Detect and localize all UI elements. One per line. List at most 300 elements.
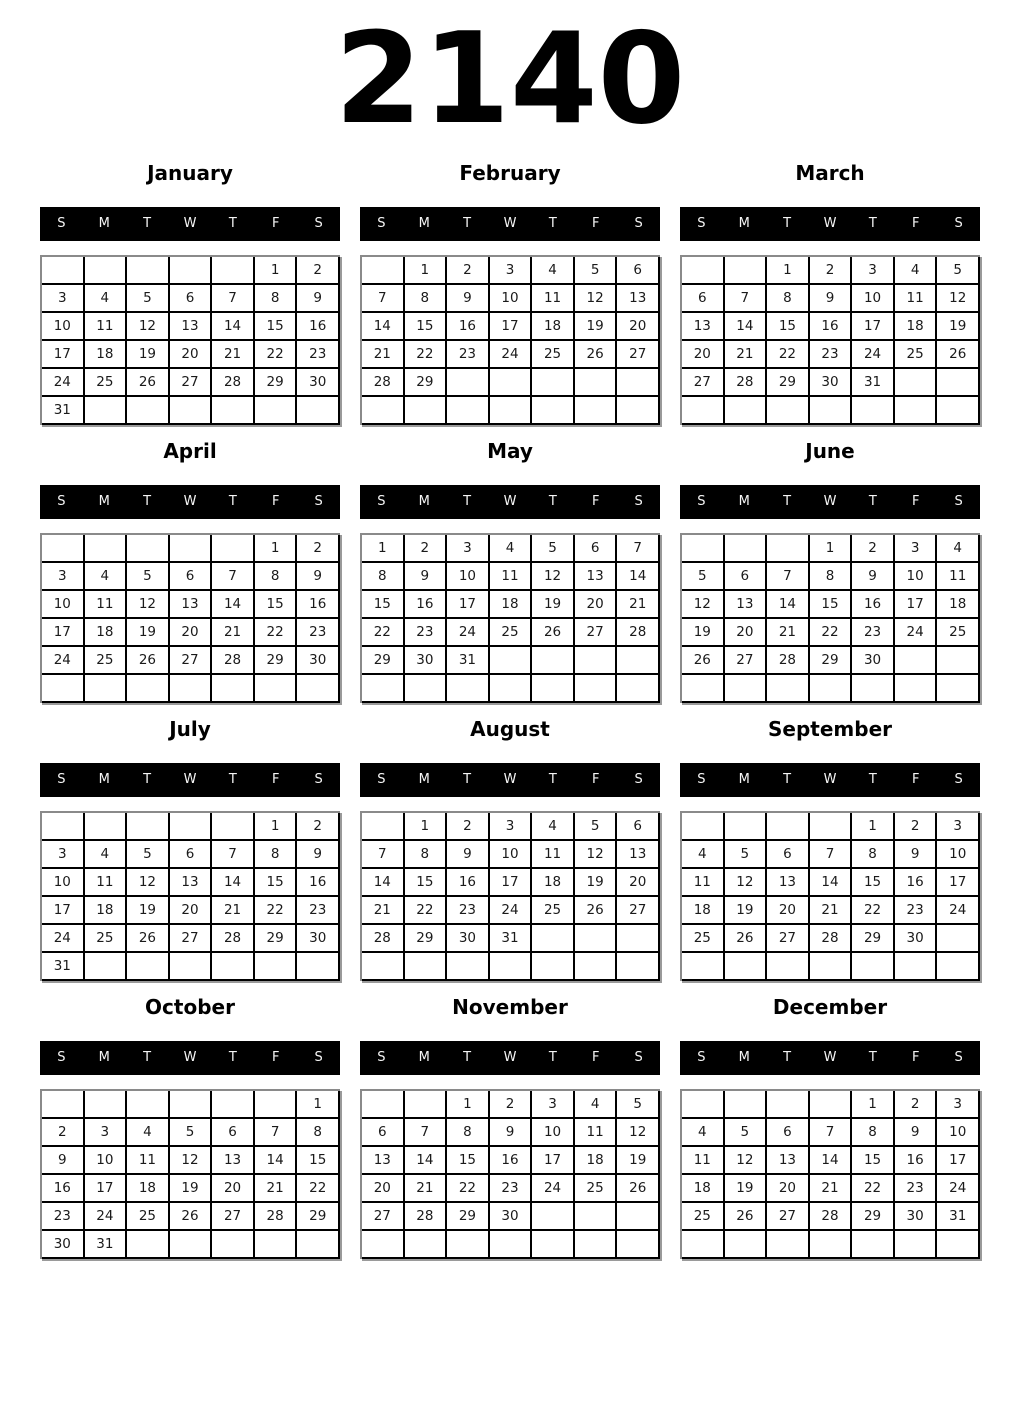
empty-day-cell	[405, 1091, 446, 1117]
empty-day-cell	[575, 397, 616, 423]
day-cell: 7	[212, 563, 253, 589]
weekday-label: F	[591, 1050, 600, 1065]
weekday-header	[40, 1041, 340, 1075]
day-cell: 16	[852, 591, 893, 617]
day-cell: 6	[767, 841, 808, 867]
day-cell: 10	[447, 563, 488, 589]
weekday-label: W	[823, 772, 837, 787]
empty-day-cell	[937, 953, 978, 979]
empty-day-cell	[725, 397, 766, 423]
day-cell: 22	[297, 1175, 338, 1201]
day-cell: 2	[490, 1091, 531, 1117]
empty-day-cell	[490, 953, 531, 979]
day-cell: 20	[617, 313, 658, 339]
empty-day-cell	[170, 1091, 211, 1117]
empty-day-cell	[297, 953, 338, 979]
empty-day-cell	[255, 1231, 296, 1257]
empty-day-cell	[127, 257, 168, 283]
empty-day-cell	[617, 953, 658, 979]
day-cell: 25	[682, 1203, 723, 1229]
day-cell: 28	[725, 369, 766, 395]
weekday-header	[680, 1041, 980, 1075]
day-cell: 11	[682, 1147, 723, 1173]
weekday-label: S	[634, 494, 643, 509]
day-cell: 25	[575, 1175, 616, 1201]
day-cell: 20	[575, 591, 616, 617]
month-title: August	[470, 717, 550, 741]
empty-day-cell	[255, 1091, 296, 1117]
day-cell: 29	[255, 647, 296, 673]
day-cell: 16	[297, 591, 338, 617]
weekday-label: S	[697, 216, 706, 231]
empty-day-cell	[937, 925, 978, 951]
day-cell: 7	[810, 841, 851, 867]
weekday-label: W	[823, 494, 837, 509]
weekday-label: S	[697, 494, 706, 509]
empty-day-cell	[405, 1231, 446, 1257]
day-cell: 2	[810, 257, 851, 283]
day-cell: 16	[297, 869, 338, 895]
day-cell: 7	[255, 1119, 296, 1145]
weekday-label: T	[868, 494, 877, 509]
day-cell: 6	[617, 813, 658, 839]
empty-day-cell	[85, 397, 126, 423]
day-cell: 29	[405, 369, 446, 395]
day-cell: 25	[937, 619, 978, 645]
day-cell: 3	[852, 257, 893, 283]
empty-day-cell	[725, 1231, 766, 1257]
day-cell: 6	[362, 1119, 403, 1145]
empty-day-cell	[725, 675, 766, 701]
empty-day-cell	[810, 1091, 851, 1117]
weekday-label: T	[868, 772, 877, 787]
empty-day-cell	[767, 813, 808, 839]
day-cell: 21	[212, 897, 253, 923]
day-cell: 8	[255, 285, 296, 311]
day-cell: 19	[575, 869, 616, 895]
day-cell: 31	[85, 1231, 126, 1257]
day-cell: 21	[810, 897, 851, 923]
empty-day-cell	[767, 1231, 808, 1257]
weekday-header	[360, 485, 660, 519]
day-cell: 12	[170, 1147, 211, 1173]
day-cell: 12	[682, 591, 723, 617]
empty-day-cell	[255, 953, 296, 979]
empty-day-cell	[42, 257, 83, 283]
empty-day-cell	[362, 397, 403, 423]
day-cell: 5	[575, 813, 616, 839]
day-cell: 14	[255, 1147, 296, 1173]
day-cell: 30	[490, 1203, 531, 1229]
day-cell: 5	[127, 285, 168, 311]
day-cell: 9	[297, 563, 338, 589]
empty-day-cell	[937, 675, 978, 701]
date-grid	[360, 255, 660, 425]
empty-day-cell	[852, 397, 893, 423]
day-cell: 2	[405, 535, 446, 561]
day-cell: 9	[810, 285, 851, 311]
weekday-label: F	[271, 216, 280, 231]
day-cell: 4	[895, 257, 936, 283]
empty-day-cell	[725, 535, 766, 561]
day-cell: 14	[405, 1147, 446, 1173]
empty-day-cell	[810, 397, 851, 423]
empty-day-cell	[937, 647, 978, 673]
day-cell: 1	[810, 535, 851, 561]
day-cell: 10	[42, 591, 83, 617]
empty-day-cell	[212, 257, 253, 283]
day-cell: 22	[255, 897, 296, 923]
weekday-header	[40, 763, 340, 797]
empty-day-cell	[170, 397, 211, 423]
day-cell: 23	[297, 619, 338, 645]
day-cell: 17	[42, 897, 83, 923]
empty-day-cell	[682, 1231, 723, 1257]
day-cell: 22	[767, 341, 808, 367]
day-cell: 10	[490, 841, 531, 867]
month-title: March	[795, 161, 865, 185]
day-cell: 18	[127, 1175, 168, 1201]
day-cell: 5	[170, 1119, 211, 1145]
day-cell: 27	[725, 647, 766, 673]
day-cell: 6	[212, 1119, 253, 1145]
weekday-label: S	[314, 772, 323, 787]
weekday-label: S	[57, 772, 66, 787]
date-grid	[360, 811, 660, 981]
day-cell: 14	[810, 1147, 851, 1173]
day-cell: 18	[85, 897, 126, 923]
day-cell: 9	[490, 1119, 531, 1145]
empty-day-cell	[85, 813, 126, 839]
empty-day-cell	[725, 257, 766, 283]
day-cell: 29	[255, 369, 296, 395]
day-cell: 2	[447, 813, 488, 839]
day-cell: 29	[852, 1203, 893, 1229]
month-block-april	[40, 428, 340, 706]
date-grid	[680, 1089, 980, 1259]
day-cell: 8	[255, 563, 296, 589]
empty-day-cell	[170, 953, 211, 979]
weekday-label: T	[548, 216, 557, 231]
weekday-label: W	[183, 216, 197, 231]
day-cell: 2	[297, 257, 338, 283]
date-grid	[360, 1089, 660, 1259]
weekday-label: F	[911, 216, 920, 231]
weekday-label: S	[954, 1050, 963, 1065]
empty-day-cell	[170, 813, 211, 839]
weekday-label: W	[503, 494, 517, 509]
empty-day-cell	[682, 397, 723, 423]
day-cell: 7	[212, 285, 253, 311]
day-cell: 6	[617, 257, 658, 283]
weekday-label: M	[738, 772, 750, 787]
day-cell: 30	[852, 647, 893, 673]
empty-day-cell	[617, 369, 658, 395]
empty-day-cell	[575, 647, 616, 673]
day-cell: 2	[895, 813, 936, 839]
day-cell: 16	[447, 869, 488, 895]
day-cell: 3	[490, 813, 531, 839]
weekday-label: S	[377, 1050, 386, 1065]
day-cell: 30	[447, 925, 488, 951]
day-cell: 6	[725, 563, 766, 589]
empty-day-cell	[575, 953, 616, 979]
day-cell: 18	[682, 1175, 723, 1201]
day-cell: 22	[405, 897, 446, 923]
day-cell: 17	[490, 869, 531, 895]
empty-day-cell	[255, 397, 296, 423]
day-cell: 15	[810, 591, 851, 617]
day-cell: 26	[937, 341, 978, 367]
day-cell: 4	[85, 841, 126, 867]
weekday-header	[680, 763, 980, 797]
weekday-label: T	[228, 494, 237, 509]
day-cell: 29	[405, 925, 446, 951]
empty-day-cell	[725, 953, 766, 979]
day-cell: 8	[852, 1119, 893, 1145]
day-cell: 3	[937, 813, 978, 839]
month-block-december	[680, 984, 980, 1262]
day-cell: 18	[937, 591, 978, 617]
day-cell: 26	[575, 341, 616, 367]
weekday-label: M	[418, 216, 430, 231]
day-cell: 17	[447, 591, 488, 617]
month-block-february	[360, 150, 660, 428]
day-cell: 28	[767, 647, 808, 673]
date-grid	[360, 533, 660, 703]
day-cell: 6	[767, 1119, 808, 1145]
date-grid	[40, 1089, 340, 1259]
empty-day-cell	[85, 535, 126, 561]
month-title: April	[163, 439, 217, 463]
day-cell: 24	[895, 619, 936, 645]
day-cell: 18	[85, 341, 126, 367]
weekday-label: T	[783, 216, 792, 231]
day-cell: 15	[852, 1147, 893, 1173]
weekday-label: M	[418, 772, 430, 787]
day-cell: 30	[810, 369, 851, 395]
day-cell: 28	[617, 619, 658, 645]
empty-day-cell	[170, 257, 211, 283]
day-cell: 5	[127, 841, 168, 867]
empty-day-cell	[362, 1231, 403, 1257]
day-cell: 9	[895, 841, 936, 867]
day-cell: 21	[725, 341, 766, 367]
day-cell: 25	[532, 897, 573, 923]
date-grid	[680, 533, 980, 703]
day-cell: 21	[810, 1175, 851, 1201]
day-cell: 15	[297, 1147, 338, 1173]
weekday-label: S	[697, 1050, 706, 1065]
day-cell: 9	[852, 563, 893, 589]
empty-day-cell	[255, 675, 296, 701]
weekday-label: T	[783, 772, 792, 787]
weekday-label: S	[377, 494, 386, 509]
day-cell: 31	[490, 925, 531, 951]
day-cell: 11	[490, 563, 531, 589]
date-grid	[680, 255, 980, 425]
empty-day-cell	[490, 369, 531, 395]
day-cell: 1	[255, 813, 296, 839]
day-cell: 1	[405, 257, 446, 283]
day-cell: 18	[85, 619, 126, 645]
weekday-label: T	[463, 1050, 472, 1065]
empty-day-cell	[212, 397, 253, 423]
day-cell: 18	[682, 897, 723, 923]
empty-day-cell	[617, 675, 658, 701]
weekday-label: M	[418, 1050, 430, 1065]
weekday-label: S	[57, 494, 66, 509]
empty-day-cell	[810, 813, 851, 839]
empty-day-cell	[362, 953, 403, 979]
day-cell: 25	[682, 925, 723, 951]
empty-day-cell	[127, 397, 168, 423]
empty-day-cell	[852, 953, 893, 979]
day-cell: 6	[575, 535, 616, 561]
day-cell: 24	[42, 647, 83, 673]
empty-day-cell	[937, 1231, 978, 1257]
weekday-label: S	[697, 772, 706, 787]
day-cell: 5	[532, 535, 573, 561]
day-cell: 17	[937, 1147, 978, 1173]
weekday-label: F	[591, 772, 600, 787]
day-cell: 8	[362, 563, 403, 589]
day-cell: 16	[490, 1147, 531, 1173]
day-cell: 20	[362, 1175, 403, 1201]
day-cell: 5	[725, 1119, 766, 1145]
empty-day-cell	[532, 925, 573, 951]
empty-day-cell	[895, 647, 936, 673]
empty-day-cell	[532, 1203, 573, 1229]
day-cell: 30	[895, 1203, 936, 1229]
day-cell: 31	[937, 1203, 978, 1229]
empty-day-cell	[170, 535, 211, 561]
empty-day-cell	[405, 953, 446, 979]
day-cell: 10	[42, 313, 83, 339]
day-cell: 8	[447, 1119, 488, 1145]
day-cell: 15	[255, 591, 296, 617]
weekday-label: S	[57, 216, 66, 231]
day-cell: 31	[42, 953, 83, 979]
day-cell: 30	[297, 925, 338, 951]
day-cell: 20	[725, 619, 766, 645]
weekday-label: W	[503, 216, 517, 231]
day-cell: 25	[85, 925, 126, 951]
day-cell: 28	[810, 925, 851, 951]
day-cell: 28	[212, 925, 253, 951]
empty-day-cell	[405, 675, 446, 701]
weekday-label: F	[591, 216, 600, 231]
day-cell: 20	[212, 1175, 253, 1201]
day-cell: 25	[532, 341, 573, 367]
empty-day-cell	[895, 953, 936, 979]
empty-day-cell	[575, 1203, 616, 1229]
weekday-label: S	[314, 494, 323, 509]
day-cell: 12	[575, 285, 616, 311]
day-cell: 18	[575, 1147, 616, 1173]
empty-day-cell	[682, 953, 723, 979]
day-cell: 2	[895, 1091, 936, 1117]
weekday-label: F	[591, 494, 600, 509]
day-cell: 11	[85, 869, 126, 895]
day-cell: 6	[170, 285, 211, 311]
day-cell: 17	[532, 1147, 573, 1173]
weekday-label: M	[738, 1050, 750, 1065]
day-cell: 12	[127, 591, 168, 617]
day-cell: 17	[937, 869, 978, 895]
day-cell: 16	[895, 1147, 936, 1173]
day-cell: 16	[810, 313, 851, 339]
day-cell: 29	[810, 647, 851, 673]
day-cell: 19	[725, 1175, 766, 1201]
day-cell: 13	[575, 563, 616, 589]
month-block-july	[40, 706, 340, 984]
day-cell: 4	[937, 535, 978, 561]
day-cell: 3	[532, 1091, 573, 1117]
weekday-label: S	[314, 216, 323, 231]
day-cell: 13	[617, 285, 658, 311]
day-cell: 3	[490, 257, 531, 283]
day-cell: 27	[617, 341, 658, 367]
day-cell: 15	[405, 869, 446, 895]
calendar-grid	[0, 150, 1020, 1262]
empty-day-cell	[767, 675, 808, 701]
day-cell: 8	[255, 841, 296, 867]
day-cell: 4	[532, 813, 573, 839]
day-cell: 3	[937, 1091, 978, 1117]
empty-day-cell	[42, 675, 83, 701]
day-cell: 17	[85, 1175, 126, 1201]
weekday-label: W	[823, 1050, 837, 1065]
empty-day-cell	[895, 397, 936, 423]
weekday-label: T	[463, 494, 472, 509]
day-cell: 2	[42, 1119, 83, 1145]
empty-day-cell	[212, 813, 253, 839]
day-cell: 5	[617, 1091, 658, 1117]
day-cell: 20	[170, 897, 211, 923]
day-cell: 30	[42, 1231, 83, 1257]
day-cell: 16	[42, 1175, 83, 1201]
weekday-header	[680, 485, 980, 519]
day-cell: 15	[255, 869, 296, 895]
weekday-label: M	[98, 1050, 110, 1065]
day-cell: 17	[42, 619, 83, 645]
day-cell: 28	[212, 369, 253, 395]
month-block-march	[680, 150, 980, 428]
day-cell: 23	[852, 619, 893, 645]
empty-day-cell	[127, 535, 168, 561]
day-cell: 4	[682, 1119, 723, 1145]
empty-day-cell	[617, 397, 658, 423]
day-cell: 16	[405, 591, 446, 617]
day-cell: 23	[447, 341, 488, 367]
day-cell: 24	[42, 369, 83, 395]
day-cell: 11	[532, 285, 573, 311]
day-cell: 27	[170, 925, 211, 951]
day-cell: 10	[490, 285, 531, 311]
day-cell: 27	[170, 369, 211, 395]
day-cell: 27	[362, 1203, 403, 1229]
empty-day-cell	[42, 813, 83, 839]
day-cell: 19	[575, 313, 616, 339]
day-cell: 18	[532, 869, 573, 895]
day-cell: 3	[447, 535, 488, 561]
day-cell: 24	[937, 897, 978, 923]
day-cell: 11	[85, 313, 126, 339]
weekday-label: M	[738, 216, 750, 231]
day-cell: 22	[810, 619, 851, 645]
empty-day-cell	[617, 647, 658, 673]
